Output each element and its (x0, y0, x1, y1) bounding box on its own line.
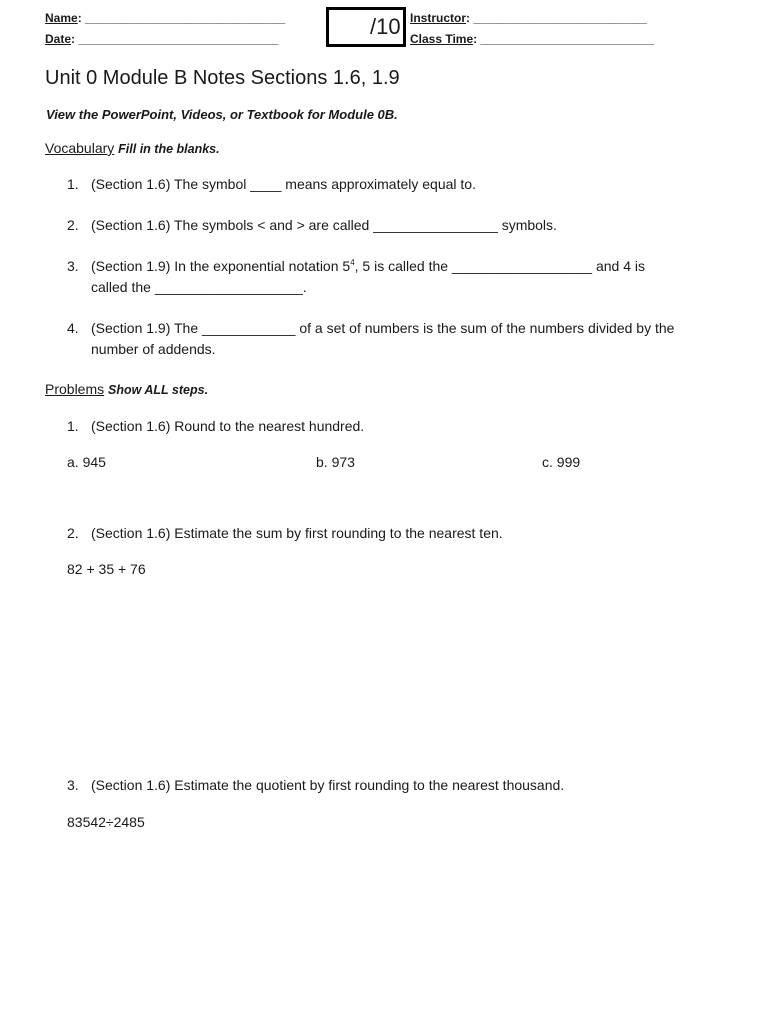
score-text: /10 (370, 14, 401, 39)
problem-2-expression: 82 + 35 + 76 (67, 561, 146, 577)
problems-heading (45, 381, 208, 399)
item-text: (Section 1.6) Estimate the sum by first rounding to the nearest ten. (91, 525, 503, 541)
score-box (326, 7, 406, 47)
page-title: Unit 0 Module B Notes Sections 1.6, 1.9 (45, 67, 400, 89)
date-blank: : ______________________________ (71, 32, 279, 46)
item-text: (Section 1.6) The symbol ____ means approximately equal to. (91, 176, 476, 192)
problem-3 (67, 775, 564, 795)
vocab-item-1 (67, 174, 476, 194)
vocabulary-heading (45, 140, 220, 158)
item-text: (Section 1.9) The ____________ of a set of numbers is the sum of the numbers divided by the (91, 320, 675, 336)
instructor-field[interactable] (410, 11, 647, 25)
classtime-blank: : __________________________ (473, 32, 655, 46)
classtime-field[interactable] (410, 32, 654, 46)
item-text-b: , 5 is called the __________________ and 4 is (354, 258, 645, 274)
instruction-text: View the PowerPoint, Videos, or Textbook for Module 0B. (46, 107, 398, 122)
classtime-label: Class Time (410, 32, 474, 46)
item-number: 1. (67, 418, 79, 434)
item-number: 1. (67, 176, 79, 192)
item-text: (Section 1.6) Estimate the quotient by first rounding to the nearest thousand. (91, 777, 565, 793)
vocab-item-3-continued: called the ___________________. (91, 279, 307, 295)
name-label: Name (45, 11, 78, 25)
vocab-item-4 (67, 318, 674, 338)
item-number: 3. (67, 777, 79, 793)
item-number: 3. (67, 258, 79, 274)
name-field[interactable] (45, 11, 285, 25)
problem-1a: a. 945 (67, 454, 106, 470)
instructor-label: Instructor (410, 11, 467, 25)
date-field[interactable] (45, 32, 279, 46)
name-blank: : ______________________________ (77, 11, 286, 25)
item-number: 4. (67, 320, 79, 336)
item-text-a: (Section 1.9) In the exponential notation 5 (91, 258, 351, 274)
vocab-item-3 (67, 256, 645, 276)
exponent: 4 (350, 258, 355, 267)
date-label: Date (45, 32, 72, 46)
problem-3-expression: 83542÷2485 (67, 814, 145, 830)
problem-1c: c. 999 (542, 454, 581, 470)
vocabulary-title: Vocabulary (45, 140, 115, 156)
vocab-item-2 (67, 215, 557, 235)
item-text: (Section 1.6) The symbols < and > are called ________________ symbols. (91, 217, 557, 233)
vocabulary-note: Fill in the blanks. (118, 142, 220, 156)
item-number: 2. (67, 217, 79, 233)
problems-title: Problems (45, 381, 105, 397)
item-number: 2. (67, 525, 79, 541)
problem-1b: b. 973 (316, 454, 355, 470)
item-text: (Section 1.6) Round to the nearest hundred. (91, 418, 365, 434)
problem-2 (67, 523, 503, 543)
problems-note: Show ALL steps. (108, 383, 209, 397)
problem-1 (67, 416, 364, 436)
instructor-blank: : __________________________ (466, 11, 647, 25)
vocab-item-4-continued: number of addends. (91, 341, 216, 357)
